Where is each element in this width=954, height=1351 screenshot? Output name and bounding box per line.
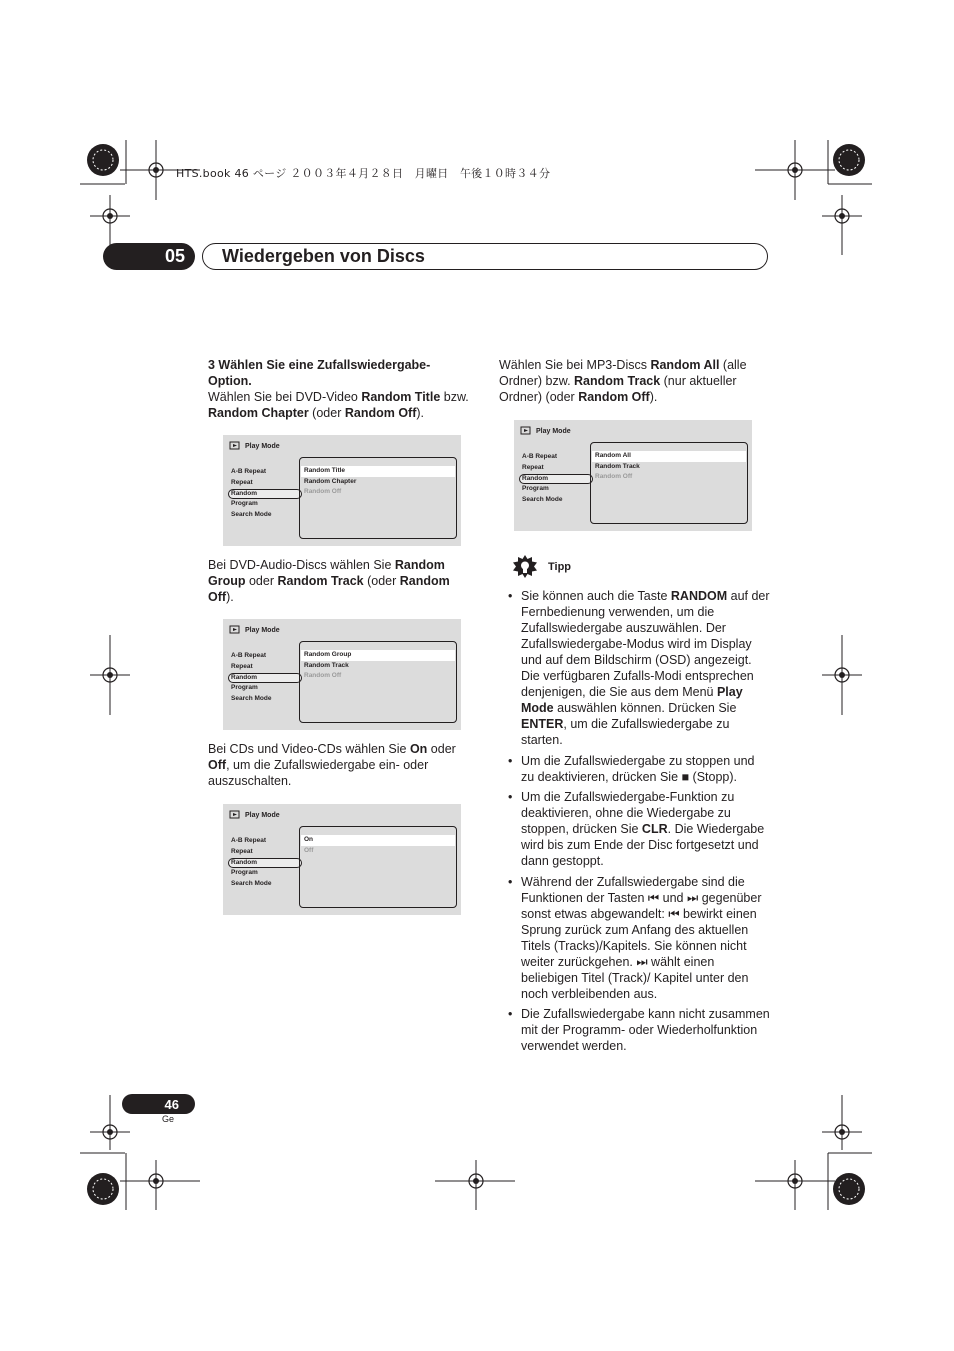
step3-p2 (208, 557, 470, 605)
menu-item: Program (522, 485, 549, 493)
option-name: Random Off (578, 390, 650, 404)
text: Wählen Sie bei MP3-Discs (499, 358, 651, 372)
option-name: Random Off (344, 406, 417, 420)
osd-options (301, 835, 455, 856)
menu-item: Search Mode (231, 695, 272, 703)
play-mode-icon (229, 441, 241, 451)
key-name: ENTER (521, 717, 564, 731)
menu-item-selected: Random (228, 489, 302, 500)
osd-title: Play Mode (245, 443, 280, 450)
step3-p4 (499, 357, 767, 405)
key-name: Play Mode (521, 685, 743, 715)
text: Sie können auch die Taste (521, 589, 671, 603)
menu-item: Program (231, 869, 258, 877)
option-highlighted: Random All (592, 451, 746, 462)
osd-screen-dvd-audio (223, 619, 461, 730)
osd-options (301, 650, 455, 682)
text: bzw. (440, 390, 469, 404)
menu-item-selected: Random (519, 474, 593, 485)
step3-heading: 3 Wählen Sie eine Zufallswiedergabe-Option. (208, 358, 431, 388)
menu-item: Repeat (231, 662, 253, 670)
page-number: 46 (164, 1096, 179, 1112)
menu-item: Repeat (231, 847, 253, 855)
text: auswählen können. Drücken Sie (553, 701, 737, 715)
page-number-badge (122, 1094, 195, 1114)
tip-bullet (508, 874, 770, 1002)
menu-item: A-B Repeat (522, 453, 558, 460)
osd-screen-dvd-video (223, 435, 461, 546)
tip-bullet-list (508, 588, 770, 1059)
text: ). (226, 590, 234, 604)
text: (nur aktueller Ordner) (oder (499, 374, 737, 404)
tip-label: Tipp (548, 561, 572, 573)
text: ). (649, 390, 658, 404)
osd-title: Play Mode (536, 428, 571, 435)
page-language: Ge (162, 1114, 175, 1124)
chapter-number: 05 (164, 246, 185, 266)
menu-item: Program (231, 684, 258, 692)
key-name: CLR (641, 822, 668, 836)
option: Random Chapter (304, 477, 357, 485)
option-highlighted: Random Group (301, 650, 455, 661)
osd-menu (231, 836, 301, 890)
step3-p3 (208, 741, 473, 789)
menu-item: Repeat (231, 478, 253, 486)
tip-bullet (508, 789, 770, 869)
text: Bei DVD-Audio-Discs wählen Sie (208, 558, 395, 572)
option-highlighted: On (301, 835, 455, 846)
option-name: On (409, 742, 428, 756)
osd-options (301, 466, 455, 498)
menu-item: A-B Repeat (231, 468, 267, 475)
option-name: Random All (650, 358, 720, 372)
option-name: Random Track (277, 574, 364, 588)
step3-p1 (208, 389, 478, 421)
osd-title: Play Mode (245, 812, 280, 819)
menu-item: Program (231, 500, 258, 508)
osd-title: Play Mode (245, 627, 280, 634)
osd-menu (231, 651, 301, 705)
play-mode-icon (229, 625, 241, 635)
menu-item: A-B Repeat (231, 837, 267, 844)
text: , um die Zufallswiedergabe zu starten. (521, 717, 730, 747)
menu-item-selected: Random (228, 858, 302, 869)
option-name: Random Title (361, 390, 441, 404)
menu-item: Search Mode (231, 511, 272, 519)
text: oder (427, 742, 456, 756)
text: ). (416, 406, 425, 420)
print-header: HTS.book 46 ページ ２００３年４月２８日 月曜日 午後１０時３４分 (176, 167, 551, 180)
option-name: Random Off (208, 574, 450, 604)
text: Während der Zufallswiedergabe sind die Funktionen der Tasten ⏮ und ⏭ gegenüber sonst etwas abgewandelt: ⏮ bewirkt einen Sprung zurück zum Anfang des aktuellen Titels (Tracks)/Kapitels. Sie können nicht weiter zurückgehen. ⏭ wählt einen beliebigen Titel (Track)/ Kapitel unter den noch verbleibenden aus. (521, 874, 762, 1001)
text: . Die Wiedergabe wird bis zum Ende der Disc fortgesetzt und dann gestoppt. (521, 822, 765, 868)
menu-item: A-B Repeat (231, 652, 267, 659)
option-name: Random Chapter (208, 406, 309, 420)
option: Random Track (595, 462, 640, 470)
osd-menu (231, 467, 301, 521)
text: (oder (363, 574, 400, 588)
text: Bei CDs und Video-CDs wählen Sie (208, 742, 410, 756)
text: , um die Zufallswiedergabe ein- oder auszuschalten. (208, 758, 429, 788)
menu-item: Repeat (522, 463, 544, 471)
text: Die Zufallswiedergabe kann nicht zusammen mit der Programm- oder Wiederholfunktion verwendet werden. (521, 1007, 770, 1053)
option-highlighted: Random Title (301, 466, 455, 477)
text: Um die Zufallswiedergabe zu stoppen und zu deaktivieren, drücken Sie ■ (Stopp). (521, 753, 755, 784)
tip-bullet (508, 588, 770, 748)
tip-bullet (508, 753, 770, 785)
option-name: Random Group (208, 558, 445, 588)
menu-item: Search Mode (522, 496, 563, 504)
key-name: RANDOM (670, 589, 728, 603)
play-mode-icon (229, 810, 241, 820)
option: Random Track (304, 661, 349, 669)
option-dimmed: Random Off (595, 473, 633, 480)
option-name: Random Track (574, 374, 661, 388)
chapter-number-badge (103, 243, 195, 270)
osd-screen-cd (223, 804, 461, 915)
menu-item-selected: Random (228, 673, 302, 684)
text: Wählen Sie bei DVD-Video (208, 390, 362, 404)
play-mode-icon (520, 426, 532, 436)
option-dimmed: Random Off (304, 488, 342, 495)
osd-options (592, 451, 746, 483)
text: (oder (308, 406, 345, 420)
osd-menu (522, 452, 592, 506)
chapter-title: Wiedergeben von Discs (222, 246, 425, 266)
option-name: Off (208, 758, 227, 772)
text: auf der Fernbedienung verwenden, um die Zufallswiedergabe auszuwählen. Der Zufallswiedergabe-Modus wird im Display und auf dem Bildschirm (OSD) angezeigt. Die verfügbaren Zufalls-Modi entsprechen denjenigen, die Sie aus dem Menü (521, 589, 770, 699)
menu-item: Search Mode (231, 880, 272, 888)
lightbulb-tip-icon (511, 554, 539, 582)
osd-screen-mp3 (514, 420, 752, 531)
text: oder (245, 574, 278, 588)
option-dimmed: Off (304, 846, 314, 854)
option-dimmed: Random Off (304, 672, 342, 679)
tip-bullet (508, 1006, 770, 1054)
text: (alle Ordner) bzw. (499, 358, 747, 388)
text: Um die Zufallswiedergabe-Funktion zu deaktivieren, ohne die Wiedergabe zu stoppen, drücken Sie (521, 790, 735, 836)
